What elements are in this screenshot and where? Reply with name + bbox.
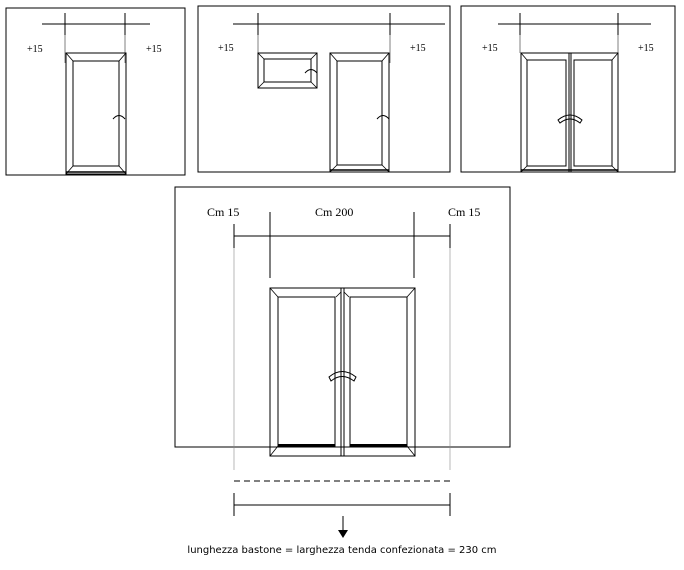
width-label: Cm 200 — [315, 205, 354, 219]
door-icon — [330, 53, 389, 172]
right-extension-label: +15 — [146, 44, 162, 55]
panel-frame — [175, 187, 510, 447]
window-icon — [258, 53, 317, 88]
left-extension-label: +15 — [482, 43, 498, 54]
panel-frame — [198, 6, 450, 172]
door-handle-icon — [377, 116, 389, 120]
formula-caption: lunghezza bastone = larghezza tenda confezionata = 230 cm — [187, 545, 497, 556]
double-door-icon — [521, 53, 618, 172]
left-extension-label: +15 — [27, 44, 43, 55]
panel-double-door — [461, 6, 675, 172]
door-handle-icon — [329, 372, 356, 382]
door-handle-icon — [558, 115, 582, 123]
left-extension-label: +15 — [218, 43, 234, 54]
right-extension-label: Cm 15 — [448, 205, 481, 219]
panel-single-door — [6, 8, 185, 175]
panel-main-measurement — [175, 187, 510, 538]
door-icon — [66, 53, 126, 174]
panel-frame — [461, 6, 675, 172]
panel-window-and-door — [198, 6, 450, 172]
right-extension-label: +15 — [410, 43, 426, 54]
right-extension-label: +15 — [638, 43, 654, 54]
down-arrow-icon — [338, 516, 348, 538]
panel-frame — [6, 8, 185, 175]
double-door-icon — [270, 288, 415, 456]
left-extension-label: Cm 15 — [207, 205, 240, 219]
